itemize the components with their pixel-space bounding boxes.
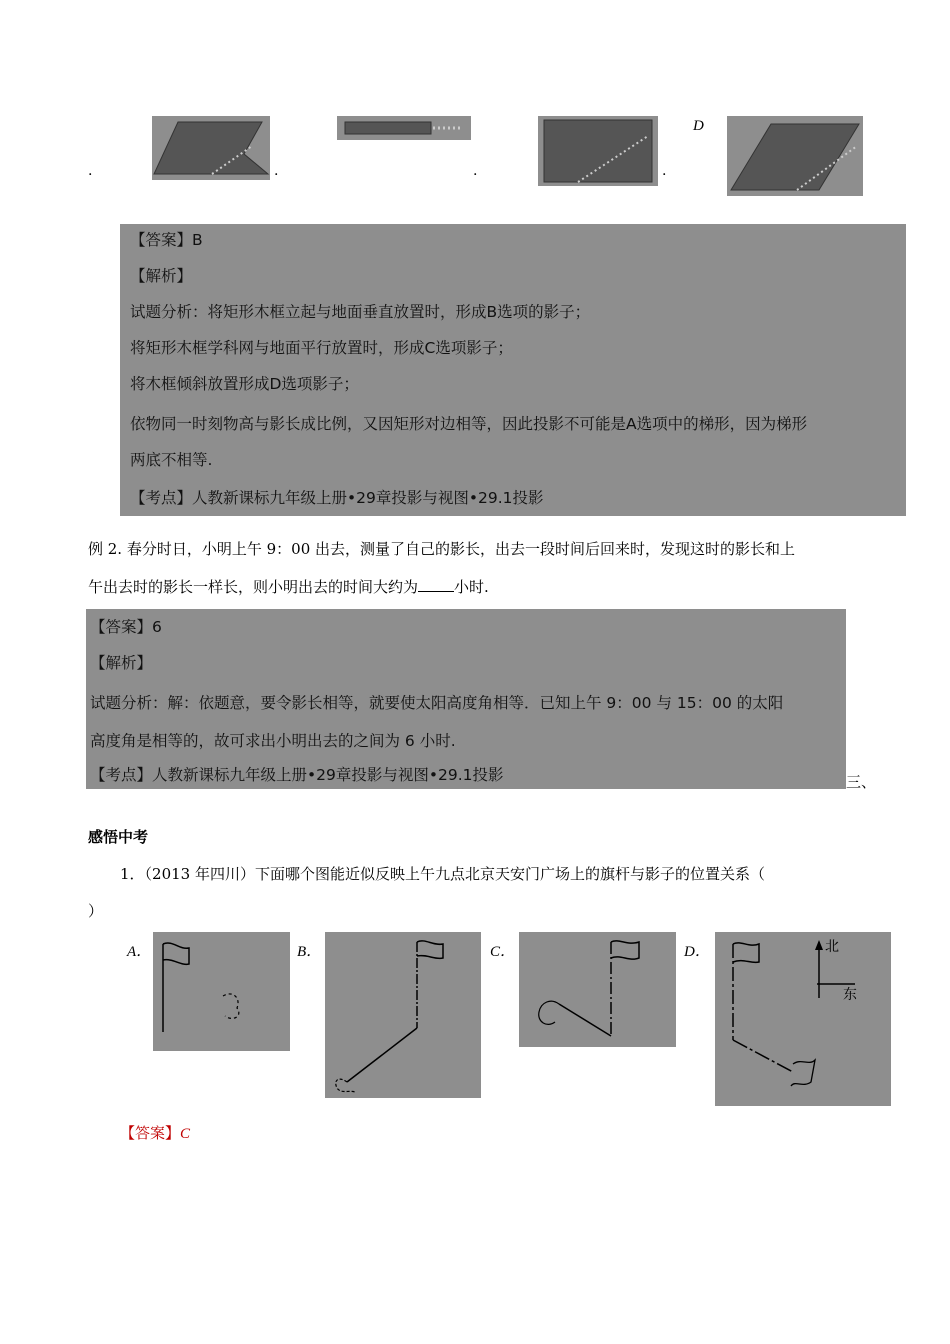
flag-option-c-figure xyxy=(519,932,676,1047)
option-dot-c: . xyxy=(473,163,478,179)
flag-option-b-figure xyxy=(325,932,481,1098)
example1-answer-box xyxy=(120,224,906,516)
question1-answer xyxy=(120,1122,190,1143)
section-number: 三、 xyxy=(846,773,877,791)
flag-option-d-figure xyxy=(715,932,891,1106)
line-shadow-figure xyxy=(337,116,471,140)
rectangle-shadow-figure xyxy=(538,116,658,186)
answer-blank xyxy=(418,577,454,592)
analysis-heading: 【解析】 xyxy=(90,654,153,672)
answer-bracket: 【答案】 xyxy=(120,1124,181,1142)
option-label-d: D xyxy=(693,118,704,134)
trapezoid-shadow-figure xyxy=(152,116,270,180)
example2-answer-box xyxy=(86,609,846,789)
option-label-c: C． xyxy=(490,944,516,960)
analysis-line: 试题分析：将矩形木框立起与地面垂直放置时，形成B选项的影子； xyxy=(130,303,591,321)
question1-line2: ） xyxy=(88,902,104,920)
example2-question-text: 午出去时的影长一样长，则小明出去的时间大约为 xyxy=(88,578,419,596)
option-dot-d: . xyxy=(662,163,667,179)
option-label-a: A． xyxy=(127,944,152,960)
option-label-d: D． xyxy=(684,944,710,960)
knowledge-point-line: 【考点】人教新课标九年级上册•29章投影与视图•29.1投影 xyxy=(90,766,504,784)
analysis-line: 依物同一时刻物高与影长成比例，又因矩形对边相等，因此投影不可能是A选项中的梯形，因为梯形 xyxy=(130,415,808,433)
example2-question-line1: 例 2. 春分时日，小明上午 9：00 出去，测量了自己的影长，出去一段时间后回来时，发现这时的影长和上 xyxy=(88,540,796,558)
option-dot-b: . xyxy=(274,163,279,179)
question1-line1: 1．（2013 年四川）下面哪个图能近似反映上午九点北京天安门广场上的旗杆与影子的位置关系（ xyxy=(120,865,765,883)
answer-line: 【答案】6 xyxy=(90,618,162,636)
flag-option-a-figure xyxy=(153,932,290,1051)
analysis-heading: 【解析】 xyxy=(130,267,193,285)
answer-line: 【答案】B xyxy=(130,231,203,249)
analysis-line: 高度角是相等的，故可求出小明出去的之间为 6 小时. xyxy=(90,732,456,750)
parallelogram-shadow-figure xyxy=(727,116,863,196)
knowledge-point-line: 【考点】人教新课标九年级上册•29章投影与视图•29.1投影 xyxy=(130,489,544,507)
section-title: 感悟中考 xyxy=(88,828,149,846)
example2-question-unit: 小时. xyxy=(454,578,489,596)
analysis-line: 将矩形木框学科网与地面平行放置时，形成C选项影子； xyxy=(130,339,513,357)
option-label-b: B． xyxy=(297,944,322,960)
analysis-line: 两底不相等. xyxy=(130,451,213,469)
compass-east-label: 东 xyxy=(843,987,857,1003)
compass-north-label: 北 xyxy=(825,939,839,955)
example2-question-line2 xyxy=(88,576,489,598)
analysis-line: 将木框倾斜放置形成D选项影子； xyxy=(130,375,359,393)
answer-value: C xyxy=(180,1126,191,1142)
option-dot-a: . xyxy=(88,163,93,179)
analysis-line: 试题分析：解：依题意，要令影长相等，就要使太阳高度角相等．已知上午 9：00 与 15：00 的太阳 xyxy=(90,694,784,712)
